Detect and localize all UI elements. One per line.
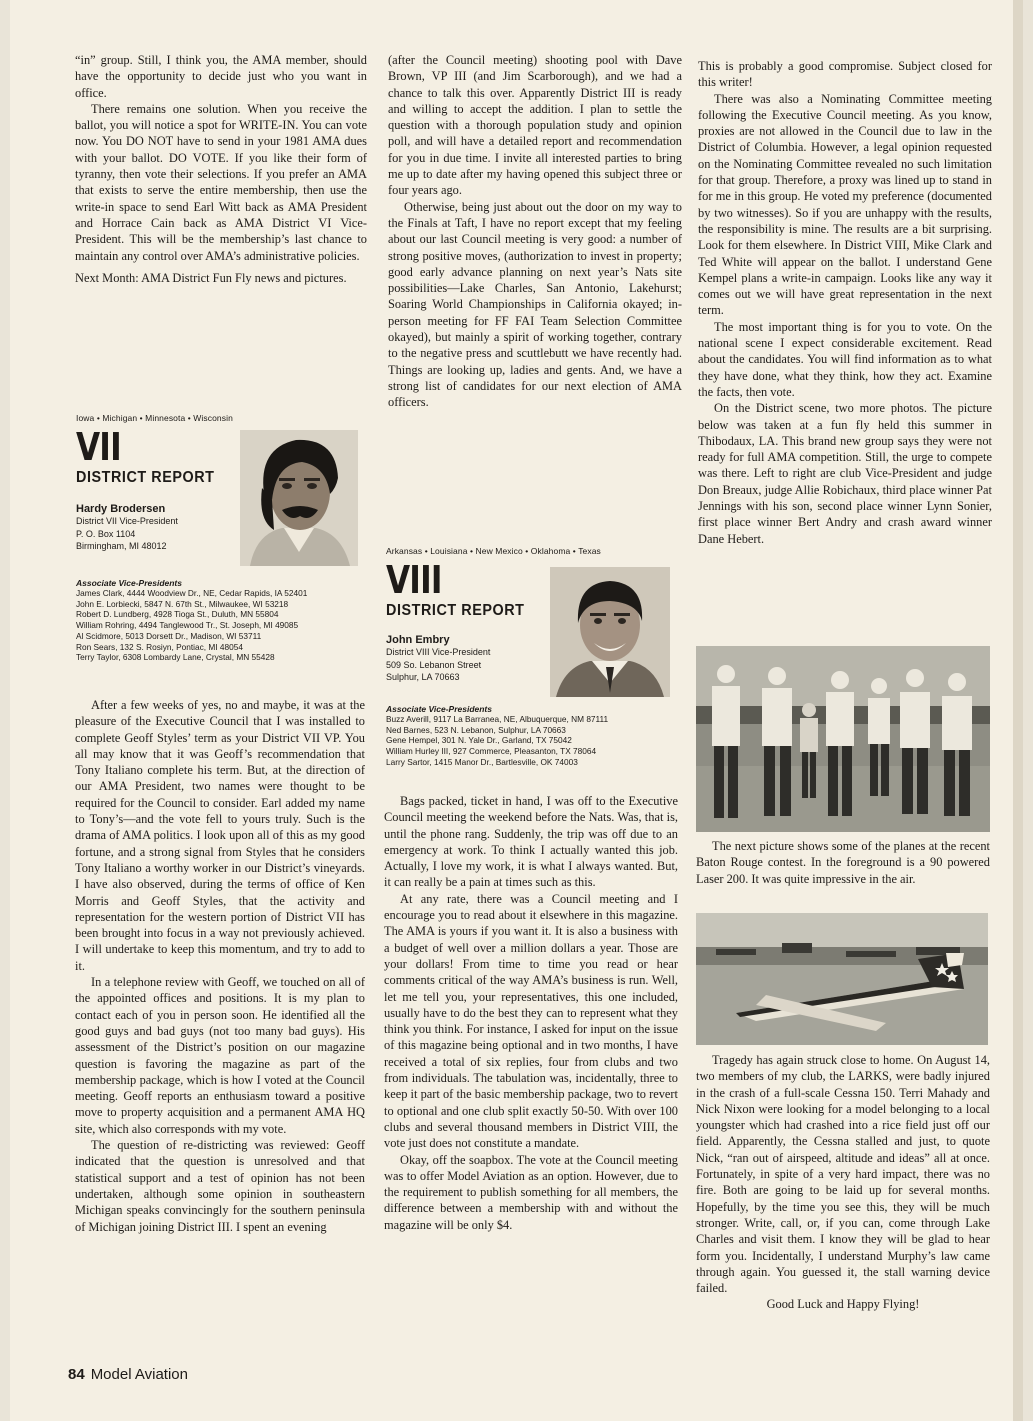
associate-entry: John E. Lorbiecki, 5847 N. 67th St., Milwaukee, WI 53218 (76, 598, 289, 609)
vp-address-line: Sulphur, LA 70663 (386, 672, 460, 682)
paragraph: There was also a Nominating Committee meeting following the Executive Council meeting. As you know, proxies are not allowed in the Council due to law in the District of Columbia. However, a legal opinion requested on the Nominating Committee revealed no such limitation for that group. Therefore, a proxy was lined up to stand in for me in this group. He voted my preference (documented by two witnesses). So if you are unhappy with the results, the responsibility is mine. The results are a bit surprising. Look for them elsewhere. In District VIII, Mike Clark and Ted White will appear on the ballot. I understand Gene Kempel plans a write-in campaign. Looks like any way it comes out we will have great representation in the next term. (698, 91, 992, 318)
binding-edge (1013, 0, 1023, 1421)
paragraph: Otherwise, being just about out the door on my way to the Finals at Taft, I have no report except that my feeling about our last Council meeting is very good: a number of strong positive moves, (authorization to invest in property; good early advance planning on next year’s Nats site possibilities—Lake Charles, San Antonio, Lakehurst; Soaring World Championships in California okayed; in-person meeting for FF FAI Team Selection Committee okayed), but mainly a spirit of working together, contrary to the negative press and scuttlebutt we have recently had. Things are looking up, ladies and gents. And, we have a strong list of candidates for our next election of AMA officers. (388, 199, 682, 410)
paragraph: On the District scene, two more photos. The picture below was taken at a fun fly held this summer in Thibodaux, LA. This brand new group says they were not ready for full AMA competition. Still, the urge to compete was there. Left to right are club Vice-President and judge Don Breaux, judge Allie Robichaux, third place winner Pat Jennings with his son, second place winner Lynn Sonier, first place winner Bert Andry and crash award winner Dane Hebert. (698, 401, 992, 546)
column-3-top (698, 58, 992, 547)
paragraph: Okay, off the soapbox. The vote at the Council meeting was to offer Model Aviation as an option. However, due to the requirement to publish something for all members, the difference between a membership with and without the magazine will be only $4. (384, 1152, 678, 1232)
vp-address-line: P. O. Box 1104 (76, 528, 136, 539)
paragraph: After a few weeks of yes, no and maybe, it was at the pleasure of the Executive Council that I was installed to complete Geoff Styles’ term as your District VII VP. You all may know that it was Geoff’s recommendation that Tony Italiano complete his term. But, at the direction of our AMA President, two names were thought to be required for the Council to consider. Earl added my name to Tony’s—and the vote fell to yours truly. Such is the drama of AMA politics. I look upon all of this as my good fortune, and a strong signal from Styles that he considers Tony Italiano a worthy worker in our District’s vineyards. I have also observed, during the terms of office of Ken Morris and Geoff Styles, that the activity and representation for the western portion of District VII has been brought into focus in a way not previously achieved. I will undertake to keep this momentum, and try to add to it. (75, 698, 365, 973)
paragraph: Bags packed, ticket in hand, I was off to the Executive Council meeting the weekend before the Nats. Was, that is, until the phone rang. Suddenly, the trip was off due to an emergency at work. To think I actually wanted this job. Actually, I love my work, it is what I always wanted. But, it can really be a pain at times such as this. (384, 794, 678, 890)
magazine-name: Model Aviation (90, 1366, 188, 1383)
district-report-title: DISTRICT REPORT (386, 602, 525, 619)
associate-entry: Ron Sears, 132 S. Rosiyn, Pontiac, MI 48054 (76, 641, 243, 652)
associates-heading: Associate Vice-Presidents (386, 704, 492, 714)
column-1-bottom (75, 697, 365, 1235)
district-numeral: VIII (386, 558, 442, 602)
paragraph: Tragedy has again struck close to home. On August 14, two members of my club, the LARKS, were badly injured in the crash of a full-scale Cessna 150. Terri Mahady and Nick Nixon were looking for a model belonging to a local youngster which had crashed into a rice field just off our field. Apparently, the Cessna stalled and just, to quote Nick, “ran out of airspeed, altitude and ideas” all at once. Fortunately, in spite of a very hard impact, there was no fire. Both are going to be laid up for several months. Hopefully, by the time you see this, they will be much stronger. Write, call, or, if you can, come through Lake Charles and visit them. I know they will be glad to hear form you. Incidentally, I understand Murphy’s law came through again. You guessed it, the stall warning device failed. (696, 1053, 990, 1296)
district-numeral: VII (76, 425, 121, 469)
district-7-associates (76, 574, 376, 663)
page-number: 84 (68, 1366, 85, 1383)
district-states: Iowa • Michigan • Minnesota • Wisconsin (76, 413, 233, 423)
associate-entry: William Hurley III, 927 Commerce, Pleasanton, TX 78064 (386, 746, 597, 757)
page-footer (68, 1366, 188, 1383)
paragraph: This is probably a good compromise. Subject closed for this writer! (698, 59, 992, 90)
paragraph: “in” group. Still, I think you, the AMA member, should have the opportunity to decide just who you want in office. (75, 53, 367, 100)
paragraph: In a telephone review with Geoff, we touched on all of the appointed offices and positions. It is my plan to contact each of you in person soon. He identified all the good guys and bad guys (not too many bad guys). His assessment of the District’s position on our magazine question is favoring the magazine as part of the membership package, which is how I voted at the Council meeting. Geoff reports an enthusiasm toward a positive move to property acquisition and a permanent AMA HQ site, which also corresponds with my vote. (75, 975, 365, 1136)
column-2-top (388, 52, 682, 411)
photo-caption: The next picture shows some of the planes at the recent Baton Rouge contest. In the foreground is a 90 powered Laser 200. It was quite impressive in the air. (696, 839, 990, 886)
sign-off: Good Luck and Happy Flying! (766, 1297, 920, 1312)
vp-address-line: 509 So. Lebanon Street (386, 659, 482, 670)
district-report-title: DISTRICT REPORT (76, 469, 215, 486)
associate-entry: Al Scidmore, 5013 Dorsett Dr., Madison, WI 53711 (76, 630, 262, 641)
paragraph: (after the Council meeting) shooting pool with Dave Brown, VP III (and Jim Scarborough), and we had a chance to talk this over. Apparently District III is ready and willing to accept the addition. I plan to settle the question with a thorough population study and opinion poll, and will have a detailed report and recommendation for you in due time. I invite all interested parties to bring me up to date after my having opened this subject three or four years ago. (388, 53, 682, 198)
vp-title: District VIII Vice-President (386, 647, 491, 657)
associate-entry: Robert D. Lundberg, 4928 Tioga St., Duluth, MN 55804 (76, 609, 279, 620)
next-month-note: Next Month: AMA District Fun Fly news and pictures. (75, 270, 347, 285)
paragraph: The question of re-districting was reviewed: Geoff indicated that the question is unresolved and that statistical support and a test of opinion has not been undertaken, although some opinion in southeastern Michigan speaks convincingly for the southern peninsula of Michigan joining District III. I spent an evening (75, 1138, 365, 1234)
paragraph: There remains one solution. When you receive the ballot, you will notice a spot for WRITE-IN. You can vote now. You DO NOT have to send in your 1981 AMA dues with your ballot. DO VOTE. If you like their form of tyranny, then vote their selections. If you prefer an AMA that exists to serve the entire membership, then use the write-in space to send Earl Witt back as AMA President and Horrace Cain back as AMA District VI Vice-President. This will be the membership’s last chance to maintain any control over AMA’s administrative policies. (75, 101, 367, 263)
district-8-associates (386, 700, 686, 768)
paragraph: At any rate, there was a Council meeting and I encourage you to read about it elsewhere in this magazine. The AMA is yours if you want it. It is also a business with a budget of well over a million dollars a year. Those are your dollars! From time to time you read or hear comments critical of the way AMA’s business is run. Well, let me tell you, your representatives, this one included, usually have to do the best they can to represent what they think you think. For instance, I asked for input on the issue of this magazine being optional and in two months, I have received a total of six replies, four from clubs and two from individuals. The tabulation was, incidentally, three to keep it part of the basic membership package, two to revert to optional and one club split exactly 50-50. With over 100 clubs and several thousand members in District VIII, the vote just does not constitute a mandate. (384, 891, 678, 1151)
vp-address-line: Birmingham, MI 48012 (76, 541, 167, 551)
associate-entry: Ned Barnes, 523 N. Lebanon, Sulphur, LA 70663 (386, 724, 566, 735)
column-2-bottom (384, 793, 678, 1233)
column-3-middle (696, 838, 990, 887)
district-states: Arkansas • Louisiana • New Mexico • Oklahoma • Texas (386, 546, 601, 556)
associate-entry: William Rohring, 4494 Tanglewood Tr., St. Joseph, MI 49085 (76, 620, 299, 631)
portrait-photo-john-embry (550, 567, 670, 697)
fun-fly-group-photo (696, 646, 990, 832)
associate-entry: Buzz Averill, 9117 La Barranea, NE, Albuquerque, NM 87111 (386, 714, 609, 724)
paragraph: The most important thing is for you to vote. On the national scene I expect considerable excitement. Read about the candidates. You will find information as to what they have done, what they think, how they act. Examine the facts, then vote. (698, 319, 992, 399)
associate-entry: Gene Hempel, 301 N. Yale Dr., Garland, TX 75042 (386, 735, 572, 746)
baton-rouge-planes-photo (696, 913, 988, 1045)
vp-name: Hardy Brodersen (76, 503, 166, 515)
column-3-bottom (696, 1052, 990, 1313)
portrait-photo-hardy-brodersen (240, 430, 358, 566)
vp-name: John Embry (386, 634, 450, 646)
associate-entry: Terry Taylor, 6308 Lombardy Lane, Crystal, MN 55428 (76, 652, 275, 663)
associate-entry: Larry Sartor, 1415 Manor Dr., Bartlesville, OK 74003 (386, 756, 578, 767)
vp-title: District VII Vice-President (76, 516, 178, 526)
column-1-top (75, 52, 367, 286)
associates-heading: Associate Vice-Presidents (76, 578, 182, 588)
associate-entry: James Clark, 4444 Woodview Dr., NE, Cedar Rapids, IA 52401 (76, 588, 308, 598)
